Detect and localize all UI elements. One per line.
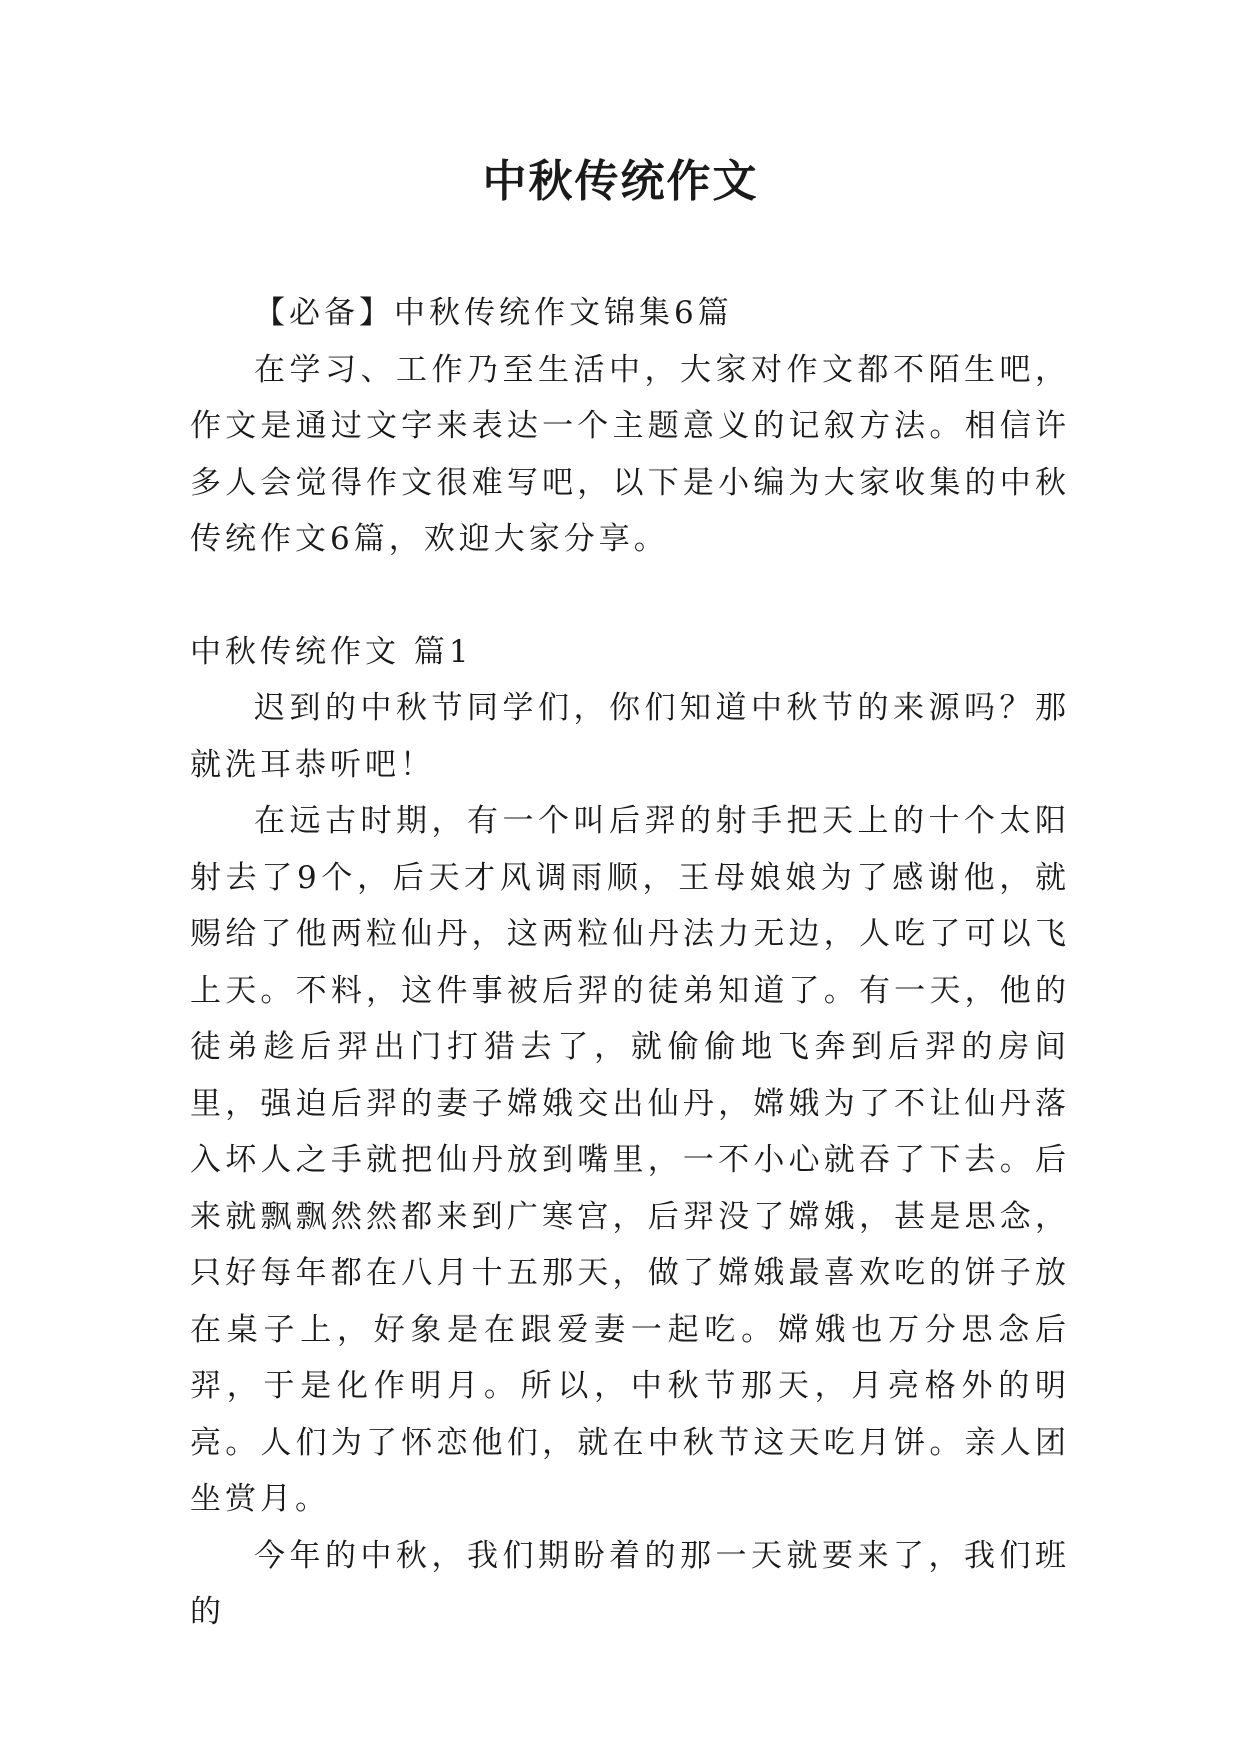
document-subtitle: 【必备】中秋传统作文锦集6篇 — [254, 295, 733, 331]
intro-paragraph: 在学习、工作乃至生活中，大家对作文都不陌生吧，作文是通过文字来表达一个主题意义的记叙方法。相信许多人会觉得作文很难写吧，以下是小编为大家收集的中秋传统作文6篇，欢迎大家分享。 — [190, 351, 1070, 557]
body-paragraph-3: 今年的中秋，我们期盼着的那一天就要来了，我们班的 — [190, 1537, 1070, 1630]
body-paragraph-1: 迟到的中秋节同学们，你们知道中秋节的来源吗？那就洗耳恭听吧！ — [190, 690, 1070, 783]
document-body — [190, 285, 1070, 1641]
paragraph-gap — [190, 568, 1070, 624]
section-heading: 中秋传统作文 篇1 — [190, 633, 473, 670]
document-title: 中秋传统作文 — [482, 156, 759, 207]
body-paragraph-2: 在远古时期，有一个叫后羿的射手把天上的十个太阳射去了9个，后天才风调雨顺，王母娘娘为了感谢他，就赐给了他两粒仙丹，这两粒仙丹法力无边，人吃了可以飞上天。不料，这件事被后羿的徒弟知道了。有一天，他的徒弟趁后羿出门打猎去了，就偷偷地飞奔到后羿的房间里，强迫后羿的妻子嫦娥交出仙丹，嫦娥为了不让仙丹落入坏人之手就把仙丹放到嘴里，一不小心就吞了下去。后来就飘飘然然都来到广寒宫，后羿没了嫦娥，甚是思念，只好每年都在八月十五那天，做了嫦娥最喜欢吃的饼子放在桌子上，好象是在跟爱妻一起吃。嫦娥也万分思念后羿，于是化作明月。所以，中秋节那天，月亮格外的明亮。人们为了怀恋他们，就在中秋节这天吃月饼。亲人团坐赏月。 — [190, 803, 1070, 1517]
